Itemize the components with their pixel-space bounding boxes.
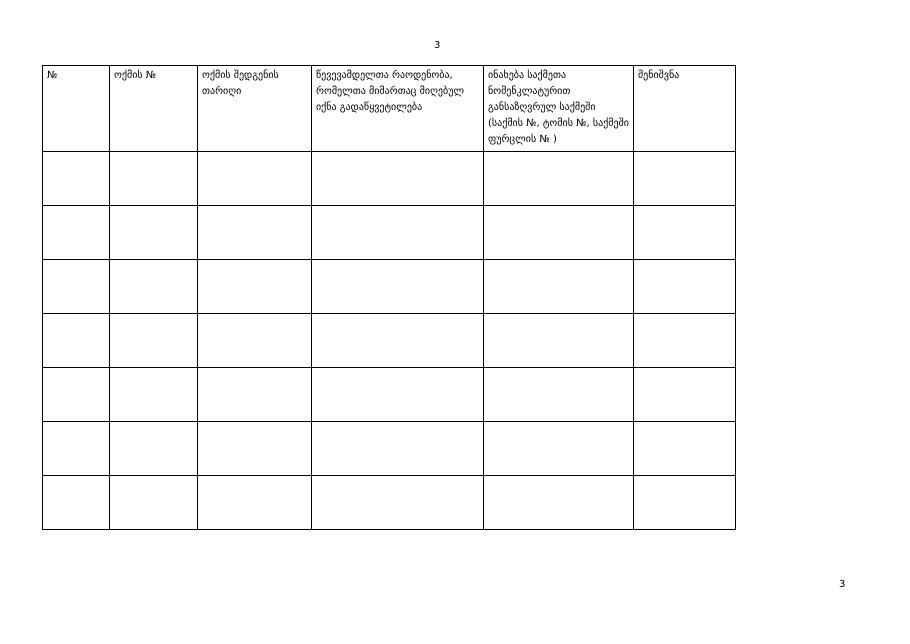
register-table: [42, 65, 736, 530]
table-cell: [110, 422, 198, 476]
table-cell: [634, 314, 736, 368]
table-cell: [110, 206, 198, 260]
page-number-bottom: 3: [839, 579, 846, 590]
table-cell: [634, 260, 736, 314]
table-cell: [312, 476, 484, 530]
table-cell: [43, 314, 110, 368]
header-row: [43, 66, 736, 152]
table-row: [43, 422, 736, 476]
page-number-top: 3: [434, 40, 441, 51]
table-cell: [43, 476, 110, 530]
table-cell: [634, 206, 736, 260]
table-cell: [198, 152, 312, 206]
table-cell: [198, 314, 312, 368]
table-cell: [198, 260, 312, 314]
table-row: [43, 152, 736, 206]
table-row: [43, 314, 736, 368]
table-cell: [110, 260, 198, 314]
table-cell: [110, 368, 198, 422]
table-row: [43, 368, 736, 422]
table-cell: [43, 368, 110, 422]
table-row: [43, 476, 736, 530]
header-storage-location: ინახება საქმეთა ნომენკლატურით განსაზღვრულ საქმეში (საქმის №, ტომის №, საქმეში ფურცლის № ): [484, 66, 634, 152]
table-row: [43, 260, 736, 314]
table-cell: [484, 260, 634, 314]
table-cell: [484, 422, 634, 476]
table-cell: [312, 422, 484, 476]
table-cell: [634, 152, 736, 206]
header-protocol-date: ოქმის შედგენის თარიღი: [198, 66, 312, 152]
table-cell: [198, 368, 312, 422]
table-cell: [634, 422, 736, 476]
table-cell: [198, 206, 312, 260]
table-cell: [43, 422, 110, 476]
table-cell: [484, 368, 634, 422]
table-cell: [312, 206, 484, 260]
table-cell: [312, 368, 484, 422]
table-cell: [634, 476, 736, 530]
table-cell: [43, 260, 110, 314]
table-cell: [110, 152, 198, 206]
table-cell: [484, 314, 634, 368]
table-cell: [43, 152, 110, 206]
table-cell: [312, 260, 484, 314]
header-conscript-count: წევევამდელთა რაოდენობა, რომელთა მიმართაც მიღებულ იქნა გადაწყვეტილება: [312, 66, 484, 152]
header-number: №: [43, 66, 110, 152]
table-cell: [43, 206, 110, 260]
table-cell: [484, 152, 634, 206]
table-cell: [110, 476, 198, 530]
table-cell: [484, 206, 634, 260]
table-cell: [312, 152, 484, 206]
table-cell: [198, 422, 312, 476]
table-cell: [110, 314, 198, 368]
table-cell: [198, 476, 312, 530]
header-note: შენიშვნა: [634, 66, 736, 152]
table-cell: [312, 314, 484, 368]
table-cell: [484, 476, 634, 530]
header-protocol-number: ოქმის №: [110, 66, 198, 152]
table-row: [43, 206, 736, 260]
table-cell: [634, 368, 736, 422]
